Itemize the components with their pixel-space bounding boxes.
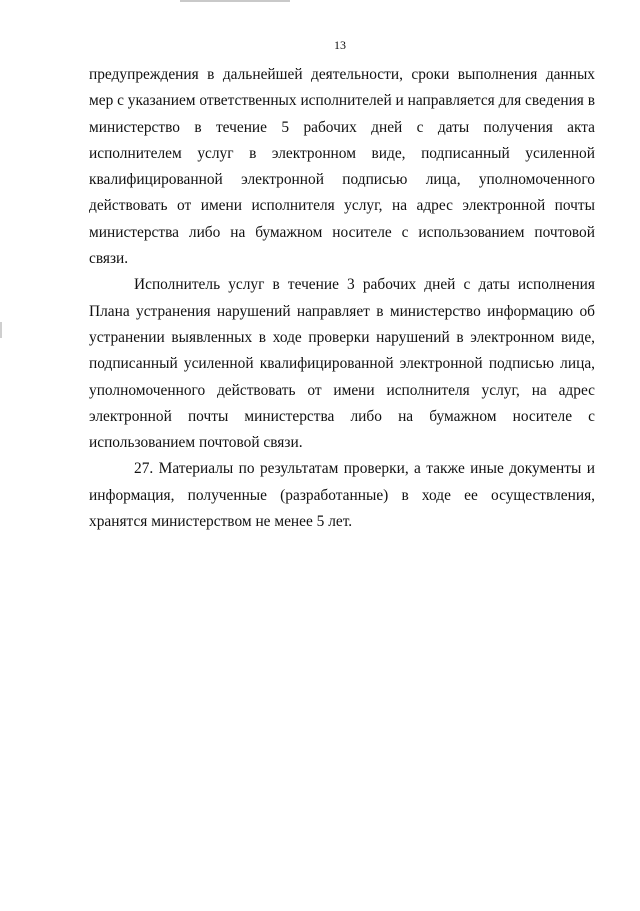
paragraph-continuation: предупреждения в дальнейшей деятельности, сроки выполнения данных мер с указанием ответственных исполнителей и направляется для сведения в министерство в течение 5 рабочих дней с даты получения акта исполнителем услуг в электронном виде, подписанный усиленной квалифицированной электронной подписью лица, уполномоченного действовать от имени исполнителя услуг, на адрес электронной почты министерства либо на бумажном носителе с использованием почтовой связи. — [89, 66, 595, 268]
paragraph-executor-information: Исполнитель услуг в течение 3 рабочих дней с даты исполнения Плана устранения нарушений направляет в министерство информацию об устранении выявленных в ходе проверки нарушений в электронном виде, подписанный усиленной квалифицированной электронной подписью лица, уполномоченного действовать от имени исполнителя услуг, на адрес электронной почты министерства либо на бумажном носителе с использованием почтовой связи. — [89, 276, 595, 452]
page-number: 13 — [334, 38, 346, 52]
scan-artifact-top — [180, 0, 290, 2]
scan-artifact-left — [0, 322, 2, 338]
paragraph-27-storage: 27. Материалы по результатам проверки, а также иные документы и информация, полученные (разработанные) в ходе ее осуществления, хранятся министерством не менее 5 лет. — [89, 460, 595, 531]
document-body — [89, 62, 595, 535]
